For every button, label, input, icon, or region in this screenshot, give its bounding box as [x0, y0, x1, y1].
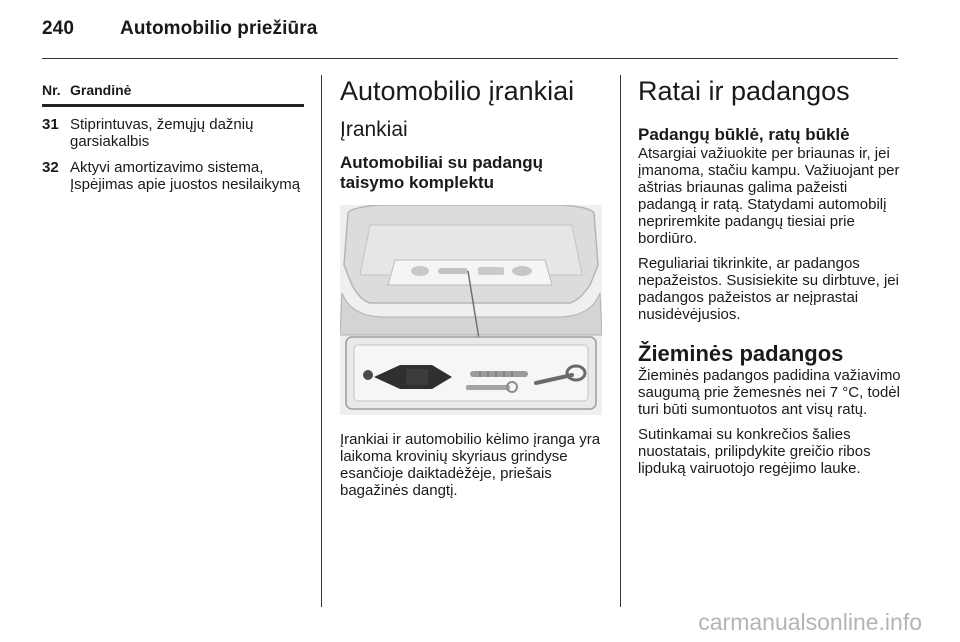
heading-winter-tyres: Žieminės padangos: [638, 341, 844, 366]
tools-illustration: [340, 205, 602, 415]
fuse-description: Stiprintuvas, žemųjų dažnių garsiakalbis: [70, 116, 254, 150]
column-vehicle-tools: [340, 75, 602, 499]
subsection-title-tools: Įrankiai: [340, 118, 408, 141]
page-number: 240: [42, 18, 75, 39]
section-title-tools: Automobilio įrankiai: [340, 76, 575, 106]
header-rule: [42, 58, 898, 59]
section-title-wheels: Ratai ir padangos: [638, 76, 850, 106]
table-row: [42, 159, 304, 193]
col-header-circuit: Grandinė: [70, 82, 132, 98]
column-divider: [321, 75, 322, 607]
page-title: Automobilio priežiūra: [120, 18, 318, 39]
watermark: carmanualsonline.info: [698, 609, 922, 635]
col-header-nr: Nr.: [42, 82, 61, 98]
fuse-number: 31: [42, 116, 59, 133]
page-header: [42, 18, 317, 40]
heading-tyre-condition: Padangų būklė, ratų būklė: [638, 125, 850, 144]
trunk-tools-drawing: [340, 205, 602, 415]
fuse-number: 32: [42, 159, 59, 176]
fuse-description: Aktyvi amortizavimo sistema, Įspėjimas apie juostos nesilaikymą: [70, 159, 301, 193]
paragraph: Sutinkamai su konkrečios šalies nuostatais, prilipdykite greičio ribos lipduką vairuotojo regėjimo lauke.: [638, 426, 871, 477]
heading-repair-kit: Automobiliai su padangų taisymo komplektu: [340, 153, 544, 192]
fuse-table-header: [42, 75, 304, 107]
table-row: [42, 116, 304, 150]
tools-caption: Įrankiai ir automobilio kėlimo įranga yra laikoma krovinių skyriaus grindyse esančioje daiktadėžėje, priešais bagažinės dangtį.: [340, 431, 601, 499]
column-fuse-table: [42, 75, 304, 193]
paragraph: Atsargiai važiuokite per briaunas ir, jei įmanoma, stačiu kampu. Važiuojant per aštrias briaunas galima pažeisti padangą ir ratą. Statydami automobilį nepriremkite padangų tiesiai prie bordiūro.: [638, 145, 900, 247]
column-divider: [620, 75, 621, 607]
paragraph: Reguliariai tikrinkite, ar padangos nepažeistos. Susisiekite su dirbtuve, jei padangos pažeistos ar neįprastai nusidėvėjusios.: [638, 255, 899, 323]
paragraph: Žieminės padangos padidina važiavimo saugumą prie žemesnės nei 7 °C, todėl turi būti sumontuotos ant visų ratų.: [638, 367, 901, 418]
column-wheels-tyres: [638, 75, 908, 477]
